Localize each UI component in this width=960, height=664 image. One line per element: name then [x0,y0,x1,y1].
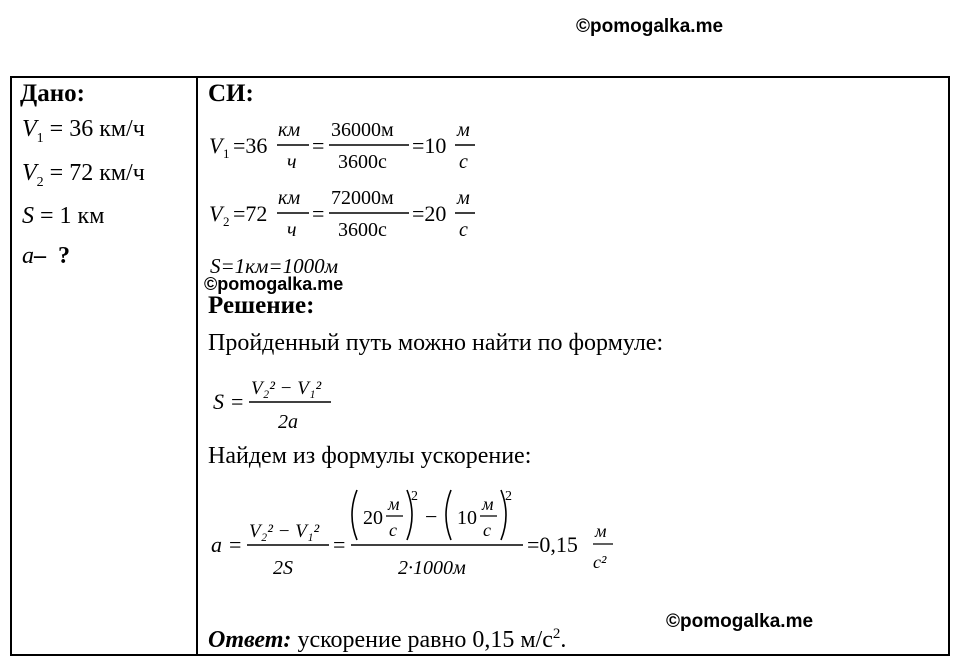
solution-title: Решение: [208,292,315,319]
svg-text:=: = [333,532,346,557]
svg-text:3600с: 3600с [338,151,387,173]
svg-text:=72: =72 [233,201,268,226]
given-find: a– ? [22,243,70,269]
svg-text:=10: =10 [412,133,447,158]
formula-path [205,366,365,438]
svg-text:2S: 2S [273,557,293,579]
svg-text:=36: =36 [233,133,268,158]
svg-text:м: м [457,187,470,209]
given-v2: $V_2 = 72$ км/ч [22,160,145,190]
svg-text:72000м: 72000м [331,187,394,209]
svg-text:км: км [278,119,301,141]
svg-text:ч: ч [287,219,297,241]
svg-text:с: с [483,520,491,540]
given-title: Дано: [20,80,85,107]
svg-text:=: = [231,389,244,414]
svg-text:V: V [209,201,223,226]
given-v1: $V_1 = 36$ км/ч [22,116,145,146]
si-title: СИ: [208,80,254,107]
solution-line2: Найдем из формулы ускорение: [208,443,532,469]
svg-text:=: = [312,201,325,226]
svg-text:−: − [425,504,438,529]
svg-text:ч: ч [287,151,297,173]
svg-text:=0,15: =0,15 [527,532,578,557]
si-s: S=1км=1000м [210,254,338,278]
svg-text:V₂² − V₁²: V₂² − V₁² [251,378,322,399]
svg-text:V₂² − V₁²: V₂² − V₁² [249,521,320,542]
svg-text:a: a [211,532,222,557]
svg-text:36000м: 36000м [331,119,394,141]
svg-text:=: = [312,133,325,158]
svg-text:10: 10 [457,507,477,529]
svg-text:=: = [229,532,242,557]
column-divider [196,76,198,656]
formula-acceleration [205,482,635,588]
answer: Ответ: ускорение равно 0,15 $м/с^2$. [208,626,567,653]
svg-text:2: 2 [505,489,512,504]
si-v1-formula [205,112,505,174]
svg-text:с: с [459,151,468,173]
svg-text:1: 1 [223,146,230,161]
svg-text:м: м [457,119,470,141]
svg-text:20: 20 [363,507,383,529]
given-s: S = 1 км [22,203,105,229]
watermark-bottom: ©pomogalka.me [666,611,814,632]
svg-text:3600с: 3600с [338,219,387,241]
svg-text:с²: с² [593,552,607,572]
svg-text:=20: =20 [412,201,447,226]
svg-text:2a: 2a [278,411,298,433]
svg-text:с: с [459,219,468,241]
svg-text:м: м [388,494,400,514]
watermark-top: ©pomogalka.me [576,16,724,37]
svg-text:S: S [213,389,224,414]
svg-text:м: м [595,521,607,541]
si-v2-formula [205,180,505,242]
svg-text:V: V [209,133,223,158]
svg-text:2·1000м: 2·1000м [398,557,466,579]
watermark-middle: ©pomogalka.me [204,274,344,294]
svg-text:2: 2 [411,489,418,504]
svg-text:м: м [482,494,494,514]
svg-text:2: 2 [223,214,230,229]
solution-line1: Пройденный путь можно найти по формуле: [208,330,664,356]
svg-text:км: км [278,187,301,209]
svg-text:с: с [389,520,397,540]
